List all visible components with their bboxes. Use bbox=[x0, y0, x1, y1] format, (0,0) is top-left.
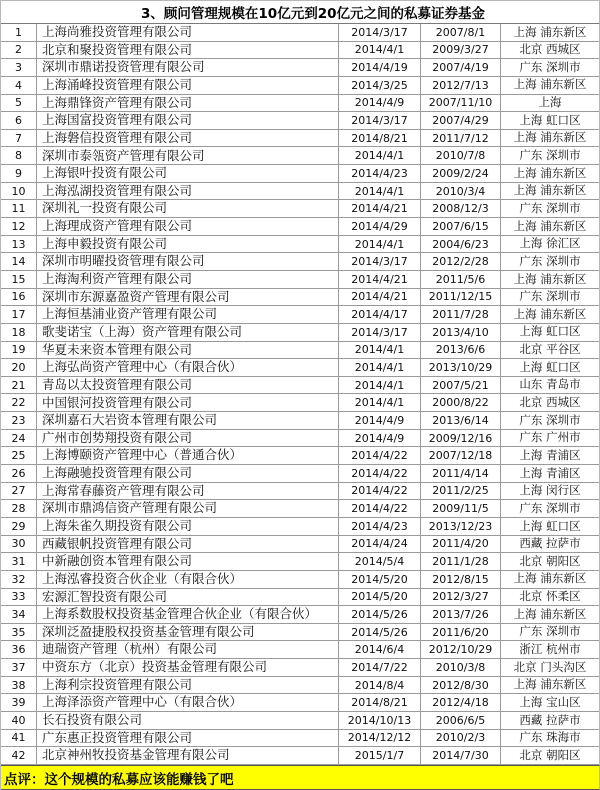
location-cell: 上海 浦东新区 bbox=[513, 677, 587, 692]
registration-date-cell: 2014/4/1 bbox=[339, 147, 421, 164]
row-index-cell: 28 bbox=[1, 500, 37, 517]
location-cell: 上海 青浦区 bbox=[519, 465, 581, 480]
location-cell: 广东 深圳市 bbox=[519, 289, 581, 304]
institution-name-cell: 上海银叶投资有限公司 bbox=[37, 165, 339, 182]
registration-date-cell: 2014/4/24 bbox=[339, 536, 421, 553]
institution-name-cell: 中资东方（北京）投资基金管理有限公司 bbox=[37, 659, 339, 676]
page-title: 3、顾问管理规模在10亿元到20亿元之间的私募证券基金 bbox=[141, 6, 485, 22]
row-index-cell: 24 bbox=[1, 430, 37, 447]
location-cell: 北京 西城区 bbox=[519, 395, 581, 410]
location-cell: 上海 虹口区 bbox=[519, 359, 581, 374]
establishment-date-cell: 2013/7/26 bbox=[421, 606, 501, 623]
table-row[interactable] bbox=[1, 130, 599, 148]
row-index-cell: 38 bbox=[1, 677, 37, 694]
location-cell: 上海 浦东新区 bbox=[513, 77, 587, 92]
registration-date-cell: 2014/4/22 bbox=[339, 465, 421, 482]
registration-date-cell: 2014/3/17 bbox=[339, 324, 421, 341]
registration-date-cell: 2014/4/19 bbox=[339, 59, 421, 76]
registration-date-cell: 2014/6/4 bbox=[339, 641, 421, 658]
table-row[interactable] bbox=[1, 518, 599, 536]
establishment-date-cell: 2007/4/19 bbox=[421, 59, 501, 76]
institution-name-cell: 上海申毅投资有限公司 bbox=[37, 236, 339, 253]
establishment-date-cell: 2009/3/27 bbox=[421, 42, 501, 59]
institution-name-cell: 西藏银帆投资管理有限公司 bbox=[37, 536, 339, 553]
institution-name-cell: 宏源汇智投资有限公司 bbox=[37, 589, 339, 606]
institution-name-cell: 上海博颐资产管理中心（普通合伙） bbox=[37, 447, 339, 464]
table-row[interactable] bbox=[1, 218, 599, 236]
location-cell: 上海 青浦区 bbox=[519, 447, 581, 462]
registration-date-cell: 2014/3/17 bbox=[339, 24, 421, 41]
institution-name-cell: 上海泓睿投资合伙企业（有限合伙） bbox=[37, 571, 339, 588]
institution-name-cell: 深圳市鼎诺投资管理有限公司 bbox=[37, 59, 339, 76]
table-row[interactable] bbox=[1, 324, 599, 342]
table-row[interactable] bbox=[1, 536, 599, 554]
registration-date-cell: 2014/8/21 bbox=[339, 130, 421, 147]
establishment-date-cell: 2009/12/16 bbox=[421, 430, 501, 447]
registration-date-cell: 2014/4/23 bbox=[339, 165, 421, 182]
location-cell: 西藏 拉萨市 bbox=[519, 536, 581, 551]
registration-date-cell: 2014/5/26 bbox=[339, 624, 421, 641]
location-cell: 北京 怀柔区 bbox=[519, 589, 581, 604]
row-index-cell: 41 bbox=[1, 730, 37, 747]
row-index-cell: 23 bbox=[1, 412, 37, 429]
table-row[interactable] bbox=[1, 59, 599, 77]
institution-name-cell: 长石投资有限公司 bbox=[37, 712, 339, 729]
registration-date-cell: 2014/4/22 bbox=[339, 483, 421, 500]
row-index-cell: 40 bbox=[1, 712, 37, 729]
location-cell: 上海 浦东新区 bbox=[513, 606, 587, 621]
table-row[interactable] bbox=[1, 659, 599, 677]
registration-date-cell: 2014/5/20 bbox=[339, 571, 421, 588]
location-cell: 上海 徐汇区 bbox=[519, 236, 581, 251]
row-index-cell: 33 bbox=[1, 589, 37, 606]
institution-name-cell: 上海鼎锋资产管理有限公司 bbox=[37, 95, 339, 112]
registration-date-cell: 2014/5/20 bbox=[339, 589, 421, 606]
establishment-date-cell: 2011/4/20 bbox=[421, 536, 501, 553]
location-cell: 上海 浦东新区 bbox=[513, 165, 587, 180]
table-row[interactable] bbox=[1, 730, 599, 748]
establishment-date-cell: 2000/8/22 bbox=[421, 394, 501, 411]
registration-date-cell: 2014/4/21 bbox=[339, 271, 421, 288]
location-cell: 上海 浦东新区 bbox=[513, 24, 587, 39]
establishment-date-cell: 2007/8/1 bbox=[421, 24, 501, 41]
table-row[interactable] bbox=[1, 712, 599, 730]
registration-date-cell: 2014/4/9 bbox=[339, 95, 421, 112]
row-index-cell: 25 bbox=[1, 447, 37, 464]
establishment-date-cell: 2007/11/10 bbox=[421, 95, 501, 112]
row-index-cell: 18 bbox=[1, 324, 37, 341]
institution-name-cell: 广东惠正投资管理有限公司 bbox=[37, 730, 339, 747]
establishment-date-cell: 2007/4/29 bbox=[421, 112, 501, 129]
institution-name-cell: 上海理成资产管理有限公司 bbox=[37, 218, 339, 235]
location-cell: 上海 浦东新区 bbox=[513, 218, 587, 233]
institution-name-cell: 华夏未来资本管理有限公司 bbox=[37, 342, 339, 359]
registration-date-cell: 2014/8/4 bbox=[339, 677, 421, 694]
row-index-cell: 5 bbox=[1, 95, 37, 112]
table-row[interactable] bbox=[1, 24, 599, 42]
table-body bbox=[1, 24, 600, 765]
registration-date-cell: 2014/4/9 bbox=[339, 430, 421, 447]
institution-name-cell: 深圳嘉石大岩资本管理有限公司 bbox=[37, 412, 339, 429]
institution-name-cell: 上海尚雅投资管理有限公司 bbox=[37, 24, 339, 41]
establishment-date-cell: 2004/6/23 bbox=[421, 236, 501, 253]
row-index-cell: 10 bbox=[1, 183, 37, 200]
table-row[interactable] bbox=[1, 359, 599, 377]
table-row[interactable] bbox=[1, 606, 599, 624]
location-cell: 上海 浦东新区 bbox=[513, 306, 587, 321]
location-cell: 山东 青岛市 bbox=[519, 377, 581, 392]
table-row[interactable] bbox=[1, 500, 599, 518]
establishment-date-cell: 2009/2/24 bbox=[421, 165, 501, 182]
row-index-cell: 19 bbox=[1, 342, 37, 359]
table-row[interactable] bbox=[1, 412, 599, 430]
table-row[interactable] bbox=[1, 641, 599, 659]
location-cell: 西藏 拉萨市 bbox=[519, 712, 581, 727]
row-index-cell: 2 bbox=[1, 42, 37, 59]
establishment-date-cell: 2012/10/29 bbox=[421, 641, 501, 658]
location-cell: 广东 深圳市 bbox=[519, 624, 581, 639]
establishment-date-cell: 2013/10/29 bbox=[421, 359, 501, 376]
establishment-date-cell: 2013/12/23 bbox=[421, 518, 501, 535]
establishment-date-cell: 2012/7/13 bbox=[421, 77, 501, 94]
institution-name-cell: 上海泽添资产管理中心（有限合伙） bbox=[37, 694, 339, 711]
establishment-date-cell: 2011/4/14 bbox=[421, 465, 501, 482]
institution-name-cell: 广州市创势翔投资有限公司 bbox=[37, 430, 339, 447]
table-row[interactable] bbox=[1, 447, 599, 465]
row-index-cell: 12 bbox=[1, 218, 37, 235]
row-index-cell: 27 bbox=[1, 483, 37, 500]
establishment-date-cell: 2011/2/25 bbox=[421, 483, 501, 500]
row-index-cell: 31 bbox=[1, 553, 37, 570]
table-row[interactable] bbox=[1, 553, 599, 571]
institution-name-cell: 北京神州牧投资基金管理有限公司 bbox=[37, 747, 339, 764]
institution-name-cell: 深圳市明曜投资管理有限公司 bbox=[37, 253, 339, 270]
row-index-cell: 17 bbox=[1, 306, 37, 323]
location-cell: 上海 浦东新区 bbox=[513, 271, 587, 286]
comment-banner bbox=[1, 765, 600, 790]
table-row[interactable] bbox=[1, 200, 599, 218]
establishment-date-cell: 2013/4/10 bbox=[421, 324, 501, 341]
establishment-date-cell: 2012/2/28 bbox=[421, 253, 501, 270]
institution-name-cell: 上海弘尚资产管理中心（有限合伙） bbox=[37, 359, 339, 376]
establishment-date-cell: 2013/6/6 bbox=[421, 342, 501, 359]
institution-name-cell: 上海淘利资产管理有限公司 bbox=[37, 271, 339, 288]
comment-text: 点评：这个规模的私募应该能赚钱了吧 bbox=[4, 771, 234, 788]
registration-date-cell: 2014/5/26 bbox=[339, 606, 421, 623]
table-row[interactable] bbox=[1, 694, 599, 712]
row-index-cell: 35 bbox=[1, 624, 37, 641]
location-cell: 上海 bbox=[538, 95, 562, 110]
table-row[interactable] bbox=[1, 306, 599, 324]
registration-date-cell: 2014/3/25 bbox=[339, 77, 421, 94]
institution-name-cell: 上海泓湖投资管理有限公司 bbox=[37, 183, 339, 200]
registration-date-cell: 2014/10/13 bbox=[339, 712, 421, 729]
institution-name-cell: 中新融创资本管理有限公司 bbox=[37, 553, 339, 570]
establishment-date-cell: 2010/7/8 bbox=[421, 147, 501, 164]
table-title-row bbox=[1, 1, 600, 24]
registration-date-cell: 2014/3/17 bbox=[339, 112, 421, 129]
row-index-cell: 8 bbox=[1, 147, 37, 164]
institution-name-cell: 上海融驰投资管理有限公司 bbox=[37, 465, 339, 482]
table-row[interactable] bbox=[1, 571, 599, 589]
location-cell: 广东 深圳市 bbox=[519, 500, 581, 515]
registration-date-cell: 2014/4/21 bbox=[339, 200, 421, 217]
table-row[interactable] bbox=[1, 95, 599, 113]
table-row[interactable] bbox=[1, 589, 599, 607]
establishment-date-cell: 2011/6/20 bbox=[421, 624, 501, 641]
institution-name-cell: 上海利宗投资管理有限公司 bbox=[37, 677, 339, 694]
table-row[interactable] bbox=[1, 465, 599, 483]
location-cell: 上海 虹口区 bbox=[519, 518, 581, 533]
location-cell: 北京 平谷区 bbox=[519, 342, 581, 357]
establishment-date-cell: 2007/5/21 bbox=[421, 377, 501, 394]
location-cell: 广东 深圳市 bbox=[519, 59, 581, 74]
row-index-cell: 34 bbox=[1, 606, 37, 623]
institution-name-cell: 上海涌峰投资管理有限公司 bbox=[37, 77, 339, 94]
location-cell: 上海 虹口区 bbox=[519, 324, 581, 339]
institution-name-cell: 上海系数股权投资基金管理合伙企业（有限合伙） bbox=[37, 606, 339, 623]
registration-date-cell: 2015/1/7 bbox=[339, 747, 421, 764]
table-row[interactable] bbox=[1, 236, 599, 254]
institution-name-cell: 深圳市东源嘉盈资产管理有限公司 bbox=[37, 289, 339, 306]
table-row[interactable] bbox=[1, 377, 599, 395]
row-index-cell: 39 bbox=[1, 694, 37, 711]
location-cell: 广东 深圳市 bbox=[519, 148, 581, 163]
establishment-date-cell: 2013/6/14 bbox=[421, 412, 501, 429]
registration-date-cell: 2014/4/23 bbox=[339, 518, 421, 535]
table-row[interactable] bbox=[1, 624, 599, 642]
location-cell: 北京 西城区 bbox=[519, 42, 581, 57]
establishment-date-cell: 2011/7/12 bbox=[421, 130, 501, 147]
registration-date-cell: 2014/3/17 bbox=[339, 253, 421, 270]
registration-date-cell: 2014/4/21 bbox=[339, 289, 421, 306]
location-cell: 广东 深圳市 bbox=[519, 200, 581, 215]
institution-name-cell: 上海常春藤资产管理有限公司 bbox=[37, 483, 339, 500]
table-row[interactable] bbox=[1, 747, 599, 765]
institution-name-cell: 青岛以太投资管理有限公司 bbox=[37, 377, 339, 394]
row-index-cell: 37 bbox=[1, 659, 37, 676]
location-cell: 北京 朝阳区 bbox=[519, 553, 581, 568]
establishment-date-cell: 2007/12/18 bbox=[421, 447, 501, 464]
row-index-cell: 26 bbox=[1, 465, 37, 482]
table-row[interactable] bbox=[1, 147, 599, 165]
row-index-cell: 30 bbox=[1, 536, 37, 553]
registration-date-cell: 2014/4/29 bbox=[339, 218, 421, 235]
row-index-cell: 14 bbox=[1, 253, 37, 270]
table-row[interactable] bbox=[1, 289, 599, 307]
row-index-cell: 42 bbox=[1, 747, 37, 764]
establishment-date-cell: 2007/6/15 bbox=[421, 218, 501, 235]
establishment-date-cell: 2012/4/18 bbox=[421, 694, 501, 711]
row-index-cell: 20 bbox=[1, 359, 37, 376]
establishment-date-cell: 2011/7/28 bbox=[421, 306, 501, 323]
establishment-date-cell: 2011/5/6 bbox=[421, 271, 501, 288]
institution-name-cell: 迪瑞资产管理（杭州）有限公司 bbox=[37, 641, 339, 658]
registration-date-cell: 2014/4/1 bbox=[339, 359, 421, 376]
row-index-cell: 32 bbox=[1, 571, 37, 588]
table-row[interactable] bbox=[1, 394, 599, 412]
location-cell: 广东 广州市 bbox=[519, 430, 581, 445]
location-cell: 广东 珠海市 bbox=[519, 730, 581, 745]
establishment-date-cell: 2014/7/30 bbox=[421, 747, 501, 764]
location-cell: 上海 虹口区 bbox=[519, 112, 581, 127]
establishment-date-cell: 2008/12/3 bbox=[421, 200, 501, 217]
establishment-date-cell: 2010/2/3 bbox=[421, 730, 501, 747]
institution-name-cell: 深圳市鼎鸿信资产管理有限公司 bbox=[37, 500, 339, 517]
table-row[interactable] bbox=[1, 165, 599, 183]
location-cell: 上海 浦东新区 bbox=[513, 571, 587, 586]
table-row[interactable] bbox=[1, 430, 599, 448]
registration-date-cell: 2014/4/22 bbox=[339, 447, 421, 464]
location-cell: 北京 门头沟区 bbox=[513, 659, 587, 674]
institution-name-cell: 深圳礼一投资有限公司 bbox=[37, 200, 339, 217]
location-cell: 广东 深圳市 bbox=[519, 253, 581, 268]
row-index-cell: 6 bbox=[1, 112, 37, 129]
registration-date-cell: 2014/4/1 bbox=[339, 394, 421, 411]
location-cell: 上海 浦东新区 bbox=[513, 183, 587, 198]
registration-date-cell: 2014/4/1 bbox=[339, 342, 421, 359]
row-index-cell: 11 bbox=[1, 200, 37, 217]
registration-date-cell: 2014/4/17 bbox=[339, 306, 421, 323]
establishment-date-cell: 2010/3/8 bbox=[421, 659, 501, 676]
institution-name-cell: 上海国富投资管理有限公司 bbox=[37, 112, 339, 129]
location-cell: 北京 朝阳区 bbox=[519, 747, 581, 762]
establishment-date-cell: 2012/8/15 bbox=[421, 571, 501, 588]
row-index-cell: 13 bbox=[1, 236, 37, 253]
table-row[interactable] bbox=[1, 112, 599, 130]
institution-name-cell: 深圳市泰瓴资产管理有限公司 bbox=[37, 147, 339, 164]
establishment-date-cell: 2012/8/30 bbox=[421, 677, 501, 694]
institution-name-cell: 上海朱雀久期投资有限公司 bbox=[37, 518, 339, 535]
row-index-cell: 29 bbox=[1, 518, 37, 535]
row-index-cell: 15 bbox=[1, 271, 37, 288]
registration-date-cell: 2014/4/1 bbox=[339, 183, 421, 200]
registration-date-cell: 2014/4/1 bbox=[339, 377, 421, 394]
establishment-date-cell: 2010/3/4 bbox=[421, 183, 501, 200]
establishment-date-cell: 2012/3/27 bbox=[421, 589, 501, 606]
row-index-cell: 3 bbox=[1, 59, 37, 76]
registration-date-cell: 2014/4/1 bbox=[339, 42, 421, 59]
location-cell: 浙江 杭州市 bbox=[519, 641, 581, 656]
registration-date-cell: 2014/5/4 bbox=[339, 553, 421, 570]
location-cell: 广东 深圳市 bbox=[519, 412, 581, 427]
establishment-date-cell: 2011/1/28 bbox=[421, 553, 501, 570]
table-row[interactable] bbox=[1, 42, 599, 60]
table-row[interactable] bbox=[1, 183, 599, 201]
institution-name-cell: 深圳泛盈捷股权投资基金管理有限公司 bbox=[37, 624, 339, 641]
establishment-date-cell: 2009/11/5 bbox=[421, 500, 501, 517]
row-index-cell: 21 bbox=[1, 377, 37, 394]
table-row[interactable] bbox=[1, 342, 599, 360]
table-row[interactable] bbox=[1, 271, 599, 289]
registration-date-cell: 2014/7/22 bbox=[339, 659, 421, 676]
row-index-cell: 9 bbox=[1, 165, 37, 182]
table-row[interactable] bbox=[1, 677, 599, 695]
row-index-cell: 1 bbox=[1, 24, 37, 41]
row-index-cell: 36 bbox=[1, 641, 37, 658]
registration-date-cell: 2014/4/22 bbox=[339, 500, 421, 517]
table-row[interactable] bbox=[1, 483, 599, 501]
location-cell: 上海 宝山区 bbox=[519, 694, 581, 709]
institution-name-cell: 上海磐信投资管理有限公司 bbox=[37, 130, 339, 147]
row-index-cell: 22 bbox=[1, 394, 37, 411]
row-index-cell: 7 bbox=[1, 130, 37, 147]
table-row[interactable] bbox=[1, 77, 599, 95]
institution-name-cell: 歌斐诺宝（上海）资产管理有限公司 bbox=[37, 324, 339, 341]
row-index-cell: 16 bbox=[1, 289, 37, 306]
institution-name-cell: 北京和聚投资管理有限公司 bbox=[37, 42, 339, 59]
institution-name-cell: 中国银河投资管理有限公司 bbox=[37, 394, 339, 411]
registration-date-cell: 2014/12/12 bbox=[339, 730, 421, 747]
location-cell: 上海 浦东新区 bbox=[513, 130, 587, 145]
location-cell: 上海 闵行区 bbox=[519, 483, 581, 498]
registration-date-cell: 2014/4/1 bbox=[339, 236, 421, 253]
establishment-date-cell: 2011/12/15 bbox=[421, 289, 501, 306]
institution-name-cell: 上海恒基浦业资产管理有限公司 bbox=[37, 306, 339, 323]
establishment-date-cell: 2006/6/5 bbox=[421, 712, 501, 729]
row-index-cell: 4 bbox=[1, 77, 37, 94]
table-row[interactable] bbox=[1, 253, 599, 271]
registration-date-cell: 2014/8/21 bbox=[339, 694, 421, 711]
registration-date-cell: 2014/4/9 bbox=[339, 412, 421, 429]
